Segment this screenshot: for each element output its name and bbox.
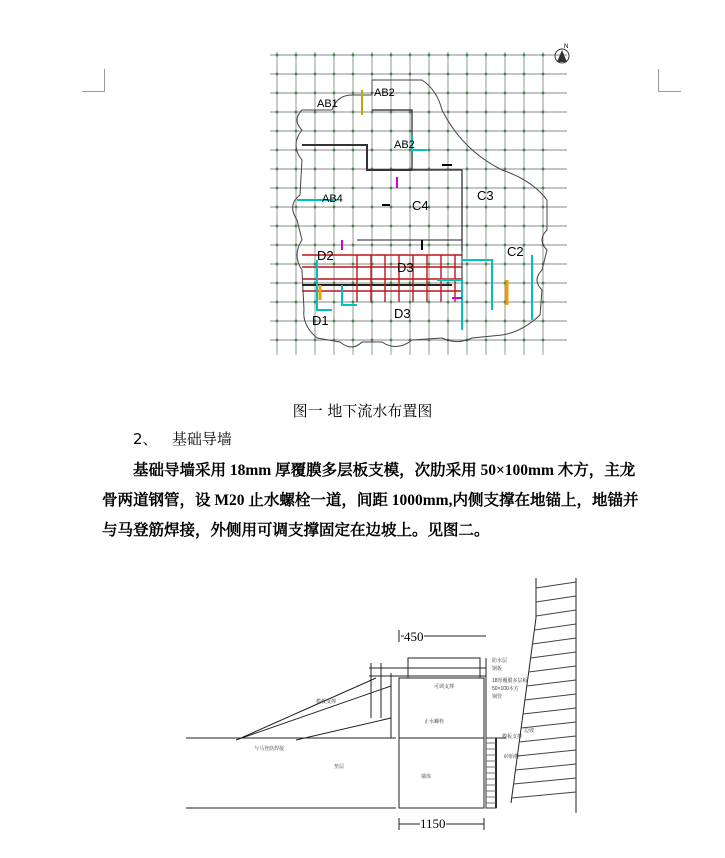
section-title: 基础导墙 bbox=[171, 430, 232, 448]
slope-hatch bbox=[532, 638, 576, 644]
zone-label: C2 bbox=[507, 244, 524, 259]
slope-hatch bbox=[515, 764, 576, 770]
drawing-label: 墙体 bbox=[421, 774, 432, 780]
drawing-label: 钢管 bbox=[492, 694, 503, 700]
drawing-label: 止水螺栓 bbox=[424, 719, 445, 725]
zone-label: C3 bbox=[477, 188, 494, 203]
dimension-bottom: 1150 bbox=[420, 816, 446, 831]
paragraph-line: 与马登筋焊接，外侧用可调支撑固定在边坡上。见图二。 bbox=[102, 522, 490, 539]
zone-label: D1 bbox=[312, 313, 329, 328]
slope-hatch bbox=[536, 596, 576, 602]
zone-label: AB4 bbox=[322, 193, 343, 205]
paragraph-line: 骨两道钢管，设 M20 止水螺栓一道，间距 1000mm,内侧支撑在地锚上，地锚并 bbox=[102, 492, 639, 509]
figure-drainage-layout bbox=[262, 40, 572, 365]
drawing-label: 50×100木方 bbox=[492, 686, 519, 692]
body-paragraph bbox=[102, 456, 664, 546]
drawing-label: 边坡 bbox=[524, 728, 535, 734]
crop-mark-top-left bbox=[82, 69, 105, 92]
drawing-label: 砖胎模 bbox=[504, 754, 520, 760]
slope-hatch bbox=[531, 652, 576, 658]
slope-hatch bbox=[534, 624, 576, 630]
slope-hatch bbox=[519, 736, 576, 742]
drawing-label: 模板支撑 bbox=[502, 734, 523, 740]
slope-hatch bbox=[536, 582, 576, 588]
zone-label: C4 bbox=[412, 198, 429, 213]
slope-hatch bbox=[527, 680, 576, 686]
figure1-caption: 图一 地下流水布置图 bbox=[292, 402, 433, 420]
slope-hatch bbox=[517, 750, 576, 756]
drawing-label: 与马登筋焊接 bbox=[254, 746, 285, 752]
drainage-plan-drawing bbox=[262, 40, 572, 365]
section-number: 2、 bbox=[133, 430, 158, 448]
drawing-label: 18厚覆膜多层板 bbox=[492, 678, 528, 684]
zone-label: D3 bbox=[394, 306, 411, 321]
paragraph-line: 基础导墙采用 18mm 厚覆膜多层板支模，次肋采用 50×100mm 木方，主龙 bbox=[133, 462, 636, 479]
zone-label: D3 bbox=[397, 260, 414, 275]
drawing-label: 可调支撑 bbox=[434, 684, 455, 690]
zone-label: AB2 bbox=[394, 139, 415, 151]
north-label: N bbox=[564, 44, 569, 50]
dimension-top: 450 bbox=[404, 629, 424, 644]
crop-mark-top-right bbox=[658, 69, 681, 92]
slope-hatch bbox=[536, 610, 576, 616]
slope-hatch bbox=[525, 694, 576, 700]
drawing-label: 垫层 bbox=[334, 764, 345, 770]
zone-label: AB1 bbox=[317, 98, 338, 110]
section-heading bbox=[133, 428, 232, 449]
drawing-label: 防水层 bbox=[492, 658, 508, 664]
slope-hatch bbox=[529, 666, 576, 672]
figure-guide-wall-section bbox=[186, 578, 581, 853]
guide-wall-section-drawing bbox=[186, 578, 581, 853]
drawing-label: 模板支撑 bbox=[316, 699, 337, 705]
drawing-label: 钢板 bbox=[492, 666, 503, 672]
zone-label: AB2 bbox=[374, 87, 395, 99]
slope-hatch bbox=[523, 708, 576, 714]
zone-label: D2 bbox=[317, 248, 334, 263]
slope-hatch bbox=[514, 778, 576, 784]
slope-hatch bbox=[512, 792, 576, 798]
